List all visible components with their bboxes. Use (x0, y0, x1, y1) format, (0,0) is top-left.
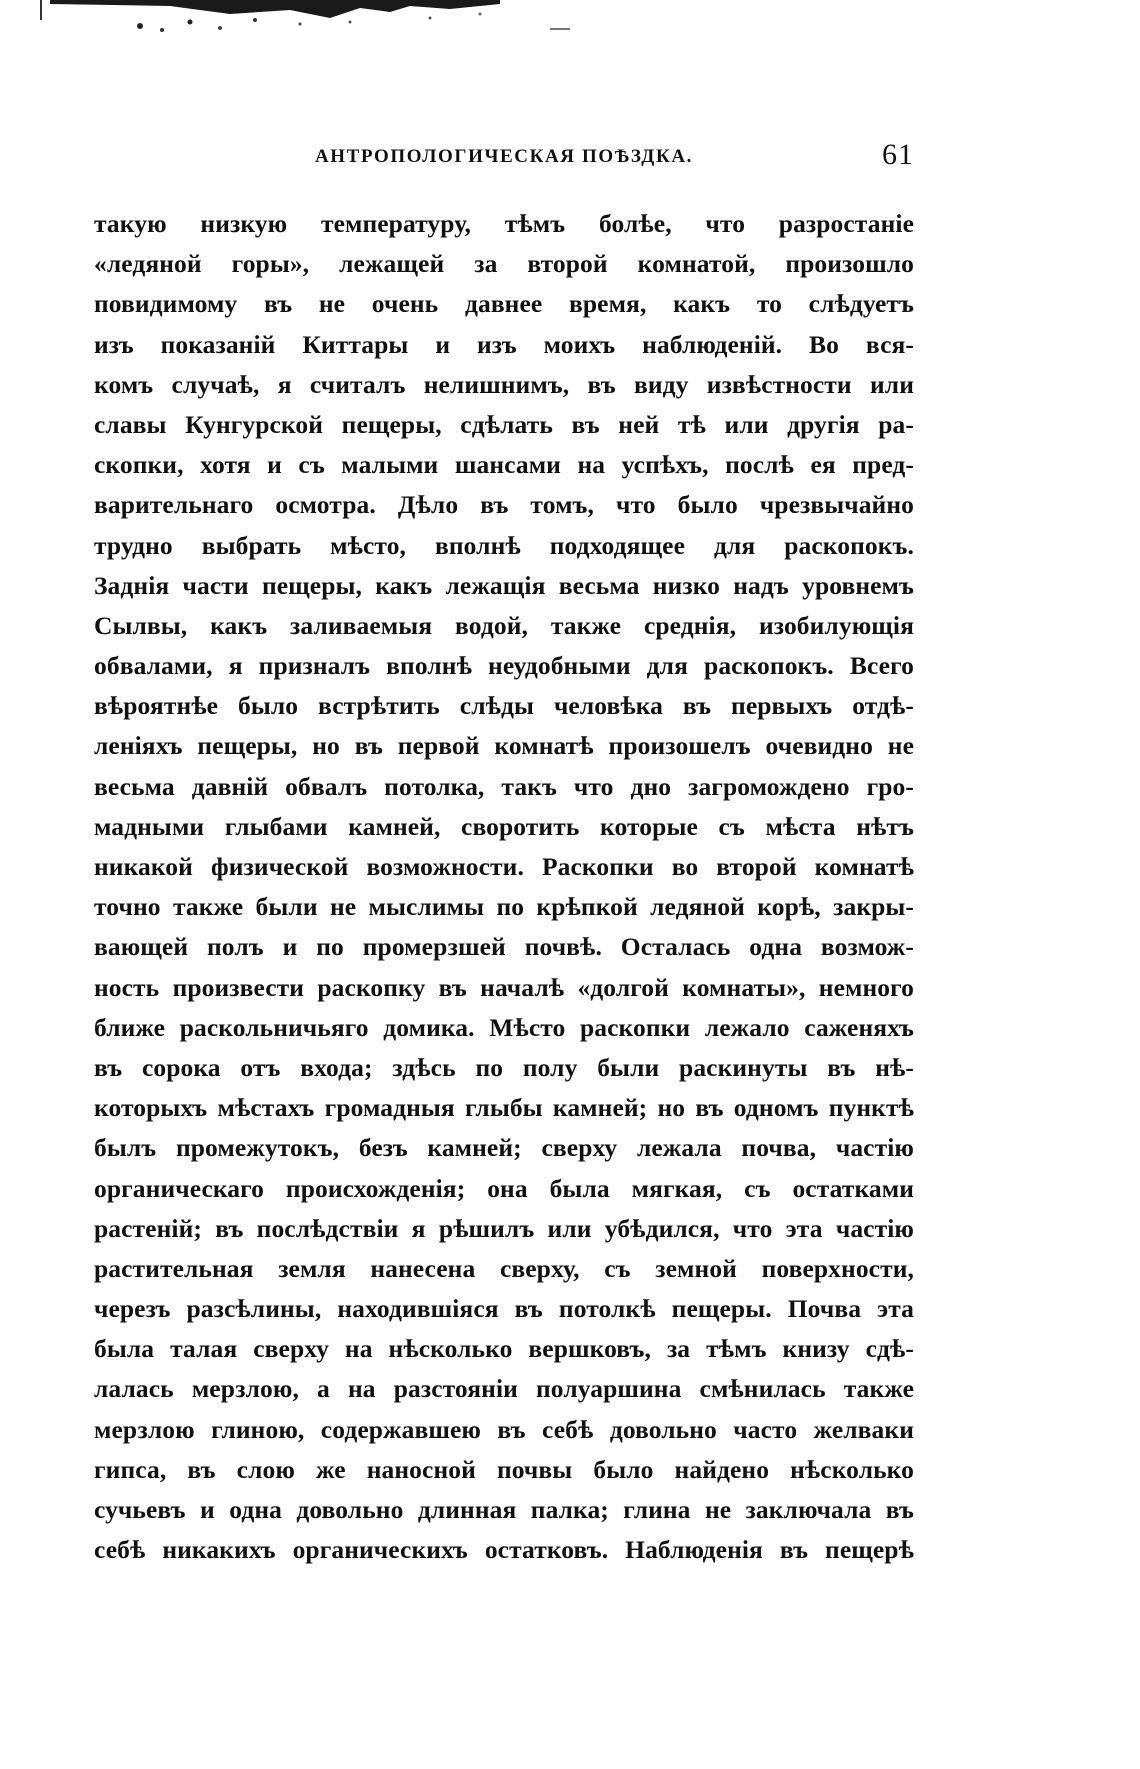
text-line: ближе раскольничьяго домика. Мѣсто раскопки лежало саженяхъ (94, 1012, 914, 1042)
text-line: мадными глыбами камней, своротить которые съ мѣста нѣтъ (94, 811, 914, 841)
text-line: лалась мерзлою, а на разстояніи полуаршина смѣнилась также (94, 1374, 914, 1404)
scan-smudge-artifact (30, 0, 590, 36)
text-line: леніяхъ пещеры, но въ первой комнатѣ произошелъ очевидно не (94, 731, 914, 761)
text-line: Заднія части пещеры, какъ лежащія весьма низко надъ уровнемъ (94, 570, 914, 600)
text-line: сучьевъ и одна довольно длинная палка; глина не заключала въ (94, 1495, 914, 1524)
text-line: точно также были не мыслимы по крѣпкой ледяной корѣ, закры- (94, 892, 914, 922)
text-line: въ сорока отъ входа; здѣсь по полу были раскинуты въ нѣ- (94, 1052, 914, 1082)
text-line: которыхъ мѣстахъ громадныя глыбы камней; но въ одномъ пунктѣ (94, 1093, 914, 1123)
running-head (94, 138, 914, 178)
text-line: ность произвести раскопку въ началѣ «долгой комнаты», немного (94, 972, 914, 1002)
text-line: вающей полъ и по промерзшей почвѣ. Осталась одна возмож- (94, 932, 914, 962)
text-line: была талая сверху на нѣсколько вершковъ, за тѣмъ книзу сдѣ- (94, 1334, 914, 1364)
text-line: себѣ никакихъ органическихъ остатковъ. Наблюденія въ пещерѣ (94, 1535, 914, 1565)
text-line: обвалами, я призналъ вполнѣ неудобными для раскопокъ. Всего (94, 651, 914, 681)
text-line: растеній; въ послѣдствіи я рѣшилъ или убѣдился, что эта частію (94, 1213, 914, 1243)
text-line: славы Кунгурской пещеры, сдѣлать въ ней тѣ или другія ра- (94, 409, 914, 439)
text-line: гипса, въ слою же наносной почвы было найдено нѣсколько (94, 1454, 914, 1484)
text-line: мерзлою глиною, содержавшею въ себѣ довольно часто желваки (94, 1414, 914, 1444)
text-line: никакой физической возможности. Раскопки во второй комнатѣ (94, 852, 914, 881)
text-line: изъ показаній Киттары и изъ моихъ наблюденій. Во вся- (94, 329, 914, 359)
text-line: былъ промежутокъ, безъ камней; сверху лежала почва, частію (94, 1133, 914, 1163)
book-page (94, 138, 914, 1570)
text-line: весьма давній обвалъ потолка, такъ что дно загромождено гро- (94, 771, 914, 801)
page-number: 61 (882, 138, 914, 171)
text-line: такую низкую температуру, тѣмъ болѣе, что разростаніе (94, 209, 914, 238)
text-line: Сылвы, какъ заливаемыя водой, также среднія, изобилующія (94, 610, 914, 640)
text-line: черезъ разсѣлины, находившіяся въ потолкѣ пещеры. Почва эта (94, 1294, 914, 1324)
text-line: органическаго происхожденія; она была мягкая, съ остатками (94, 1173, 914, 1203)
text-line: комъ случаѣ, я считалъ нелишнимъ, въ виду извѣстности или (94, 369, 914, 399)
text-line: растительная земля нанесена сверху, съ земной поверхности, (94, 1253, 914, 1283)
text-line: «ледяной горы», лежащей за второй комнатой, произошло (94, 249, 914, 279)
text-line: повидимому въ не очень давнее время, какъ то слѣдуетъ (94, 289, 914, 319)
text-line: трудно выбрать мѣсто, вполнѣ подходящее для раскопокъ. (94, 530, 914, 560)
text-line: варительнаго осмотра. Дѣло въ томъ, что было чрезвычайно (94, 490, 914, 520)
running-title: АНТРОПОЛОГИЧЕСКАЯ ПОѢЗДКА. (314, 146, 694, 167)
body-text (94, 204, 914, 1570)
text-line: вѣроятнѣе было встрѣтить слѣды человѣка въ первыхъ отдѣ- (94, 691, 914, 721)
text-line: скопки, хотя и съ малыми шансами на успѣхъ, послѣ ея пред- (94, 450, 914, 480)
